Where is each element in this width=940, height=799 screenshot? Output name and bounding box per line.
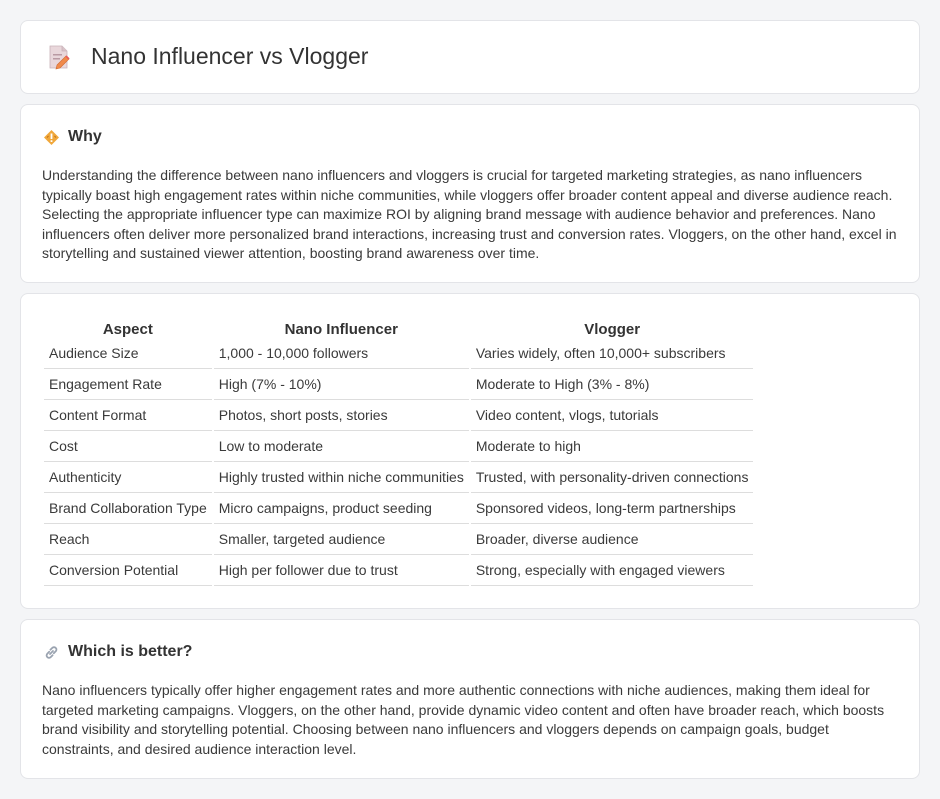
nano-influencer-cell: Low to moderate	[214, 431, 469, 462]
table-row	[44, 524, 753, 555]
vlogger-cell: Varies widely, often 10,000+ subscribers	[471, 338, 754, 369]
vlogger-cell: Video content, vlogs, tutorials	[471, 400, 754, 431]
better-title: Which is better?	[68, 643, 193, 660]
page-title: Nano Influencer vs Vlogger	[91, 43, 369, 69]
aspect-cell: Engagement Rate	[44, 369, 212, 400]
nano-influencer-cell: Micro campaigns, product seeding	[214, 493, 469, 524]
vlogger-cell: Sponsored videos, long-term partnerships	[471, 493, 754, 524]
column-header-aspect: Aspect	[102, 321, 153, 338]
aspect-cell: Brand Collaboration Type	[44, 493, 212, 524]
vlogger-cell: Trusted, with personality-driven connections	[471, 462, 754, 493]
table-row	[44, 493, 753, 524]
document-pencil-icon	[47, 44, 71, 70]
table-row	[44, 338, 753, 369]
nano-influencer-cell: High per follower due to trust	[214, 555, 469, 586]
aspect-cell: Reach	[44, 524, 212, 555]
why-paragraph: Understanding the difference between nano influencers and vloggers is crucial for targeted marketing strategies, as nano influencers typically boast high engagement rates within niche communities, while vloggers offer broader content appeal and diverse audience reach. Selecting the appropriate influencer type can maximize ROI by aligning brand message with audience behavior and preferences. Nano influencers often deliver more personalized brand interactions, increasing trust and conversion rates. Vloggers, on the other hand, excel in storytelling and sustained viewer attention, boosting brand awareness over time.	[42, 167, 897, 262]
title-row	[47, 43, 368, 70]
better-paragraph: Nano influencers typically offer higher engagement rates and more authentic connections with niche audiences, making them ideal for targeted marketing campaigns. Vloggers, on the other hand, provide dynamic video content and often have broader reach, which boosts brand visibility and storytelling potential. Choosing between nano influencers and vloggers depends on campaign goals, budget constraints, and desired audience interaction level.	[42, 682, 885, 757]
vlogger-cell: Broader, diverse audience	[471, 524, 754, 555]
nano-influencer-cell: Photos, short posts, stories	[214, 400, 469, 431]
comparison-section	[20, 293, 920, 609]
aspect-cell: Audience Size	[44, 338, 212, 369]
aspect-cell: Content Format	[44, 400, 212, 431]
table-row	[44, 431, 753, 462]
nano-influencer-cell: 1,000 - 10,000 followers	[214, 338, 469, 369]
table-row	[44, 400, 753, 431]
which-is-better-section	[20, 619, 920, 779]
table-header-row	[44, 316, 753, 338]
why-section	[20, 104, 920, 283]
aspect-cell: Cost	[44, 431, 212, 462]
why-title: Why	[68, 128, 102, 145]
link-icon	[43, 644, 60, 661]
table-row	[44, 462, 753, 493]
nano-influencer-cell: High (7% - 10%)	[214, 369, 469, 400]
vlogger-cell: Moderate to High (3% - 8%)	[471, 369, 754, 400]
why-header	[43, 128, 102, 146]
column-header-nano-influencer: Nano Influencer	[284, 321, 398, 338]
better-header	[43, 643, 192, 661]
header-card	[20, 20, 920, 94]
comparison-table	[42, 316, 755, 586]
column-header-vlogger: Vlogger	[584, 321, 641, 338]
aspect-cell: Conversion Potential	[44, 555, 212, 586]
table-row	[44, 369, 753, 400]
nano-influencer-cell: Smaller, targeted audience	[214, 524, 469, 555]
vlogger-cell: Strong, especially with engaged viewers	[471, 555, 754, 586]
table-row	[44, 555, 753, 586]
vlogger-cell: Moderate to high	[471, 431, 754, 462]
aspect-cell: Authenticity	[44, 462, 212, 493]
diamond-warning-icon	[43, 129, 60, 146]
nano-influencer-cell: Highly trusted within niche communities	[214, 462, 469, 493]
